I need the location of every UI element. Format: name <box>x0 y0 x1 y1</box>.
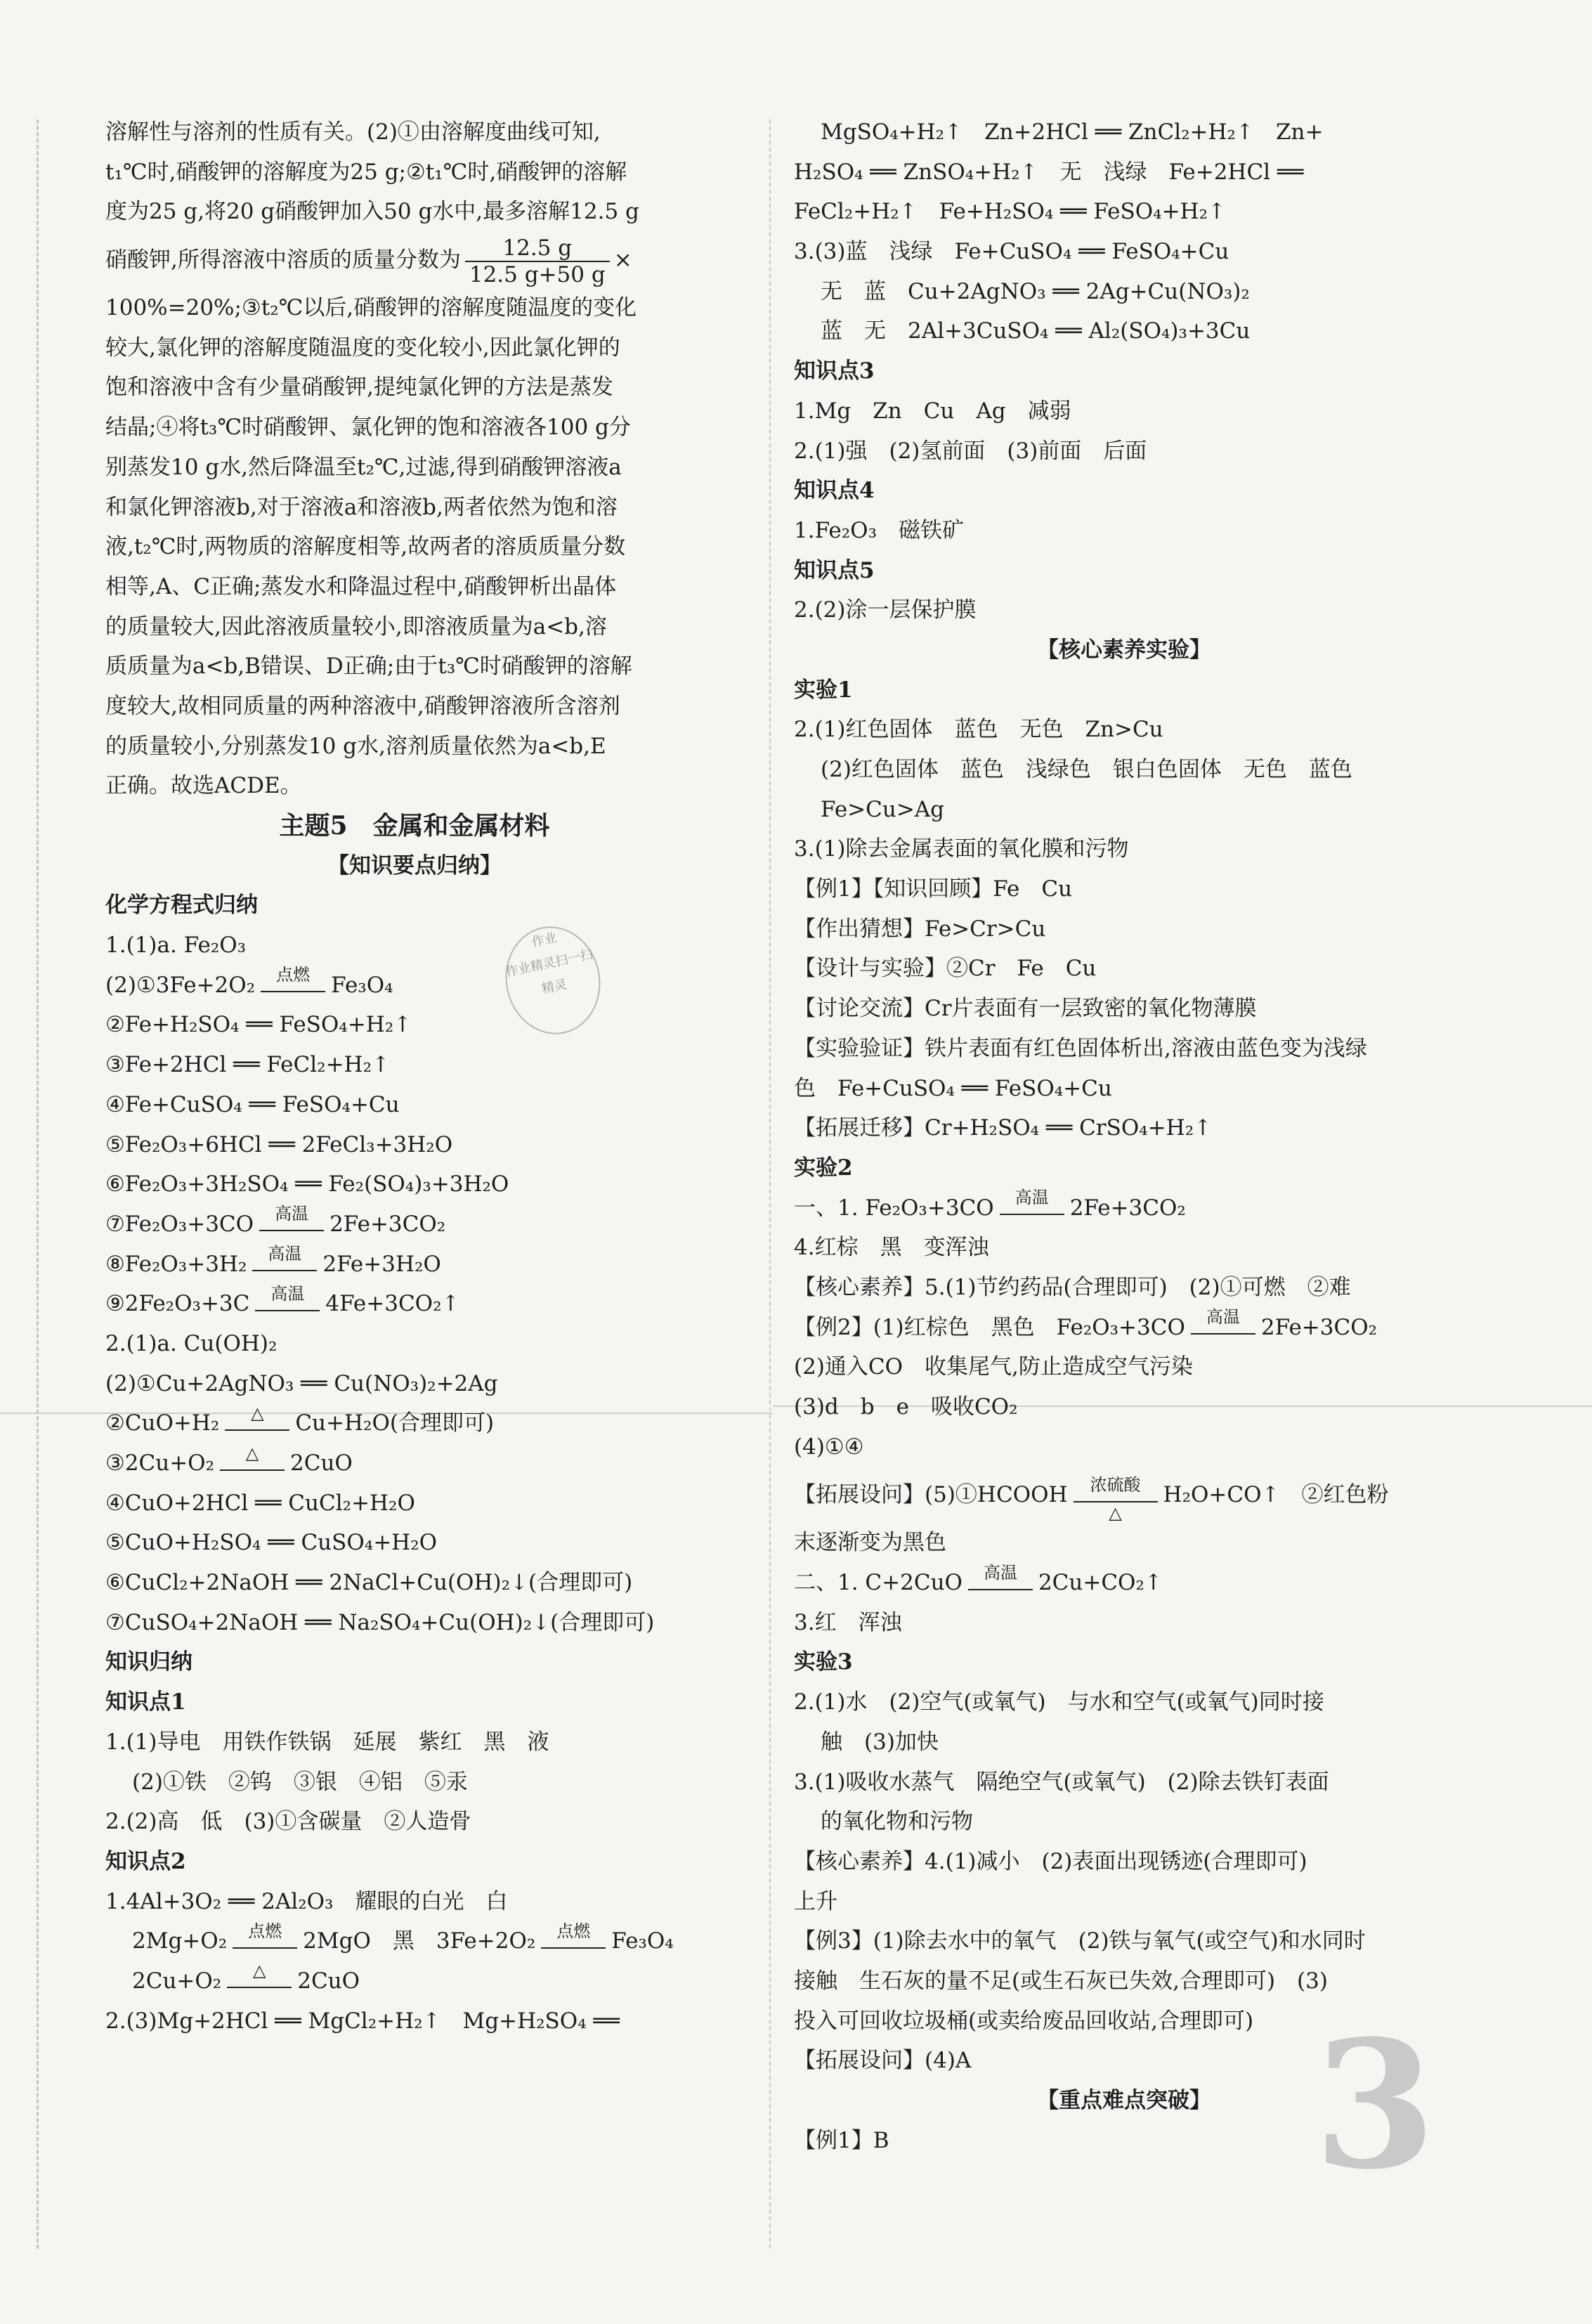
equation: ⑥Fe₂O₃+3H₂SO₄ ══ Fe₂(SO₄)₃+3H₂O <box>105 1171 509 1197</box>
answer-line: 【例3】(1)除去水中的氧气 (2)铁与氧气(或空气)和水同时 <box>794 1928 1366 1954</box>
text-line: 的质量较大,因此溶液质量较小,即溶液质量为a<b,溶 <box>105 614 607 640</box>
answer-line: 1.Fe₂O₃ 磁铁矿 <box>794 517 965 543</box>
answer-line: 3.(1)吸收水蒸气 隔绝空气(或氧气) (2)除去铁钉表面 <box>794 1769 1329 1795</box>
column-divider <box>769 119 771 2249</box>
knowledge-point-label: 知识点3 <box>794 358 875 384</box>
text-line: 和氯化钾溶液b,对于溶液a和溶液b,两者依然为饱和溶 <box>105 494 618 520</box>
answer-line: (2)红色固体 蓝色 浅绿色 银白色固体 无色 蓝色 <box>821 757 1352 782</box>
equation: ⑨2Fe₂O₃+3C 高温 4Fe+3CO₂↑ <box>105 1283 460 1317</box>
section-heading: 【核心素养实验】 <box>1037 637 1211 663</box>
answer-line: 3.红 浑浊 <box>794 1609 902 1635</box>
answer-line: 2.(2)涂一层保护膜 <box>794 597 977 623</box>
fraction: $\frac{12.5 g}{12.5 g+50 g}$ <box>465 235 610 287</box>
text-line: 度较大,故相同质量的两种溶液中,硝酸钾溶液所含溶剂 <box>105 693 620 719</box>
equation: (2)①3Fe+2O₂ 点燃 Fe₃O₄ <box>105 965 393 998</box>
text-line: 正确。故选ACDE。 <box>105 773 302 799</box>
knowledge-point-label: 知识点4 <box>794 478 875 504</box>
answer-line: 的氧化物和污物 <box>821 1809 973 1835</box>
answer-line: 无 蓝 Cu+2AgNO₃ ══ 2Ag+Cu(NO₃)₂ <box>821 278 1250 304</box>
text-line: 100%=20%;③t₂℃以后,硝酸钾的溶解度随温度的变化 <box>105 295 637 321</box>
text-line: 度为25 g,将20 g硝酸钾加入50 g水中,最多溶解12.5 g <box>105 199 639 225</box>
binding-margin-line <box>37 119 39 2249</box>
answer-line: 蓝 无 2Al+3CuSO₄ ══ Al₂(SO₄)₃+3Cu <box>821 318 1251 344</box>
answer-line: 3.(1)除去金属表面的氧化膜和污物 <box>794 836 1129 862</box>
knowledge-point-label: 知识点2 <box>105 1848 186 1874</box>
answer-line: 1.Mg Zn Cu Ag 减弱 <box>794 398 1071 424</box>
answer-line: 2.(3)Mg+2HCl ══ MgCl₂+H₂↑ Mg+H₂SO₄ ══ <box>105 2008 620 2034</box>
equation: 一、1. Fe₂O₃+3CO 高温 2Fe+3CO₂ <box>794 1188 1186 1221</box>
answer-line: 投入可回收垃圾桶(或卖给废品回收站,合理即可) <box>794 2008 1254 2034</box>
text-line: 溶解性与溶剂的性质有关。(2)①由溶解度曲线可知, <box>105 119 601 145</box>
watermark-stamp: 作业 作业精灵扫一扫 精灵 <box>495 918 610 1043</box>
reaction-arrow: 浓硫酸 △ <box>1074 1486 1158 1507</box>
answer-line: 2.(2)高 低 (3)①含碳量 ②人造骨 <box>105 1809 471 1835</box>
answer-line: (4)①④ <box>794 1434 864 1460</box>
right-column <box>794 112 1454 2160</box>
equation: 【拓展设问】(5)①HCOOH 浓硫酸 △ H₂O+CO↑ ②红色粉 <box>794 1474 1389 1523</box>
knowledge-point-label: 知识点1 <box>105 1689 186 1715</box>
page-number-mark: 3 <box>1314 2001 1436 2208</box>
equation: ⑤CuO+H₂SO₄ ══ CuSO₄+H₂O <box>105 1530 438 1556</box>
answer-line: 2.(1)水 (2)空气(或氧气) 与水和空气(或氧气)同时接 <box>794 1689 1324 1715</box>
reaction-arrow: △ <box>220 1454 285 1475</box>
reaction-arrow: 点燃 <box>541 1932 606 1953</box>
equation: ③Fe+2HCl ══ FeCl₂+H₂↑ <box>105 1052 390 1078</box>
experiment-label: 实验2 <box>794 1155 853 1181</box>
answer-line: 【讨论交流】Cr片表面有一层致密的氧化物薄膜 <box>794 996 1257 1022</box>
equation: 二、1. C+2CuO 高温 2Cu+CO₂↑ <box>794 1562 1163 1596</box>
text-line: t₁℃时,硝酸钾的溶解度为25 g;②t₁℃时,硝酸钾的溶解 <box>105 159 627 185</box>
subheading: 知识归纳 <box>105 1649 193 1675</box>
section-heading: 【知识要点归纳】 <box>327 852 502 878</box>
reaction-arrow: 高温 <box>259 1214 324 1235</box>
answer-line: 【拓展迁移】Cr+H₂SO₄ ══ CrSO₄+H₂↑ <box>794 1115 1213 1141</box>
equation: ⑦CuSO₄+2NaOH ══ Na₂SO₄+Cu(OH)₂↓(合理即可) <box>105 1609 655 1635</box>
equation: H₂SO₄ ══ ZnSO₄+H₂↑ 无 浅绿 Fe+2HCl ══ <box>794 159 1304 185</box>
answer-line: 接触 生石灰的量不足(或生石灰已失效,合理即可) (3) <box>794 1968 1328 1994</box>
answer-line: 3.(3)蓝 浅绿 Fe+CuSO₄ ══ FeSO₄+Cu <box>794 239 1229 265</box>
left-column <box>105 112 724 2041</box>
equation: ②CuO+H₂ △ Cu+H₂O(合理即可) <box>105 1403 495 1436</box>
experiment-label: 实验1 <box>794 677 853 703</box>
answer-line: (2)通入CO 收集尾气,防止造成空气污染 <box>794 1354 1193 1380</box>
reaction-arrow: △ <box>225 1414 289 1435</box>
equation: ②Fe+H₂SO₄ ══ FeSO₄+H₂↑ <box>105 1012 412 1038</box>
equation: ③2Cu+O₂ △ 2CuO <box>105 1443 353 1476</box>
reaction-arrow: 高温 <box>255 1294 320 1316</box>
answer-line: 色 Fe+CuSO₄ ══ FeSO₄+Cu <box>794 1075 1112 1101</box>
answer-line: Fe>Cu>Ag <box>821 796 945 822</box>
answer-line: 【例1】B <box>794 2127 889 2153</box>
knowledge-point-label: 知识点5 <box>794 557 875 583</box>
equation: ⑦Fe₂O₃+3CO 高温 2Fe+3CO₂ <box>105 1204 446 1237</box>
text-line: 别蒸发10 g水,然后降温至t₂℃,过滤,得到硝酸钾溶液a <box>105 454 622 480</box>
answer-line: 4.红棕 黑 变浑浊 <box>794 1235 989 1261</box>
equation: ⑤Fe₂O₃+6HCl ══ 2FeCl₃+3H₂O <box>105 1131 453 1157</box>
answer-line: 1.(1)导电 用铁作铁锅 延展 紫红 黑 液 <box>105 1729 549 1755</box>
equation: 2Cu+O₂ △ 2CuO <box>132 1961 360 1994</box>
answer-line: 末逐渐变为黑色 <box>794 1530 946 1556</box>
equation: (2)①Cu+2AgNO₃ ══ Cu(NO₃)₂+2Ag <box>105 1370 498 1396</box>
text-line: 质质量为a<b,B错误、D正确;由于t₃℃时硝酸钾的溶解 <box>105 654 632 680</box>
experiment-label: 实验3 <box>794 1649 853 1675</box>
answer-line: 1.4Al+3O₂ ══ 2Al₂O₃ 耀眼的白光 白 <box>105 1888 508 1914</box>
fraction-line: 硝酸钾,所得溶液中溶质的质量分数为 $\frac{12.5 g}{12.5 g+50 g}$ × <box>105 235 632 287</box>
answer-line: 【拓展设问】(4)A <box>794 2048 972 2074</box>
reaction-arrow: 高温 <box>1000 1198 1064 1219</box>
equation: ⑥CuCl₂+2NaOH ══ 2NaCl+Cu(OH)₂↓(合理即可) <box>105 1570 633 1596</box>
reaction-arrow: 高温 <box>1191 1318 1255 1339</box>
equation: ④Fe+CuSO₄ ══ FeSO₄+Cu <box>105 1091 400 1117</box>
equation: MgSO₄+H₂↑ Zn+2HCl ══ ZnCl₂+H₂↑ Zn+ <box>821 119 1324 145</box>
equation: 【例2】(1)红棕色 黑色 Fe₂O₃+3CO 高温 2Fe+3CO₂ <box>794 1307 1378 1340</box>
answer-line: (3)d b e 吸收CO₂ <box>794 1394 1018 1420</box>
answer-line: 【核心素养】4.(1)减小 (2)表面出现锈迹(合理即可) <box>794 1848 1307 1874</box>
answer-line: 2.(1)红色固体 蓝色 无色 Zn>Cu <box>794 717 1163 743</box>
topic-title: 主题5 金属和金属材料 <box>279 811 550 840</box>
subheading: 化学方程式归纳 <box>105 892 258 918</box>
answer-line: 【设计与实验】②Cr Fe Cu <box>794 956 1097 982</box>
answer-line: (2)①铁 ②钨 ③银 ④铝 ⑤汞 <box>132 1769 468 1795</box>
reaction-arrow: 点燃 <box>233 1932 297 1953</box>
equation: ④CuO+2HCl ══ CuCl₂+H₂O <box>105 1490 415 1516</box>
equation: 2Mg+O₂ 点燃 2MgO 黑 3Fe+2O₂ 点燃 Fe₃O₄ <box>132 1921 674 1954</box>
equation: FeCl₂+H₂↑ Fe+H₂SO₄ ══ FeSO₄+H₂↑ <box>794 199 1226 225</box>
answer-line: 上升 <box>794 1888 837 1914</box>
reaction-arrow: 点燃 <box>261 975 325 997</box>
reaction-arrow: △ <box>227 1971 292 1992</box>
answer-line: 触 (3)加快 <box>821 1729 939 1755</box>
equation: 1.(1)a. Fe₂O₃ <box>105 933 247 959</box>
equation: 2.(1)a. Cu(OH)₂ <box>105 1330 278 1356</box>
answer-line: 【例1】【知识回顾】Fe Cu <box>794 876 1073 902</box>
text-line: 相等,A、C正确;蒸发水和降温过程中,硝酸钾析出晶体 <box>105 573 617 599</box>
text-line: 饱和溶液中含有少量硝酸钾,提纯氯化钾的方法是蒸发 <box>105 375 613 401</box>
answer-line: 【核心素养】5.(1)节约药品(合理即可) (2)①可燃 ②难 <box>794 1274 1351 1300</box>
section-heading: 【重点难点突破】 <box>1037 2088 1211 2113</box>
text-line: 的质量较小,分别蒸发10 g水,溶剂质量依然为a<b,E <box>105 733 606 759</box>
answer-line: 【实验验证】铁片表面有红色固体析出,溶液由蓝色变为浅绿 <box>794 1035 1367 1061</box>
answer-line: 【作出猜想】Fe>Cr>Cu <box>794 916 1046 942</box>
equation: ⑧Fe₂O₃+3H₂ 高温 2Fe+3H₂O <box>105 1244 441 1277</box>
answer-line: 2.(1)强 (2)氢前面 (3)前面 后面 <box>794 438 1147 464</box>
text-line: 较大,氯化钾的溶解度随温度的变化较小,因此氯化钾的 <box>105 335 620 361</box>
reaction-arrow: 高温 <box>968 1573 1033 1595</box>
reaction-arrow: 高温 <box>252 1254 317 1275</box>
text-line: 结晶;④将t₃℃时硝酸钾、氯化钾的饱和溶液各100 g分 <box>105 415 631 441</box>
text-line: 液,t₂℃时,两物质的溶解度相等,故两者的溶质质量分数 <box>105 534 626 560</box>
